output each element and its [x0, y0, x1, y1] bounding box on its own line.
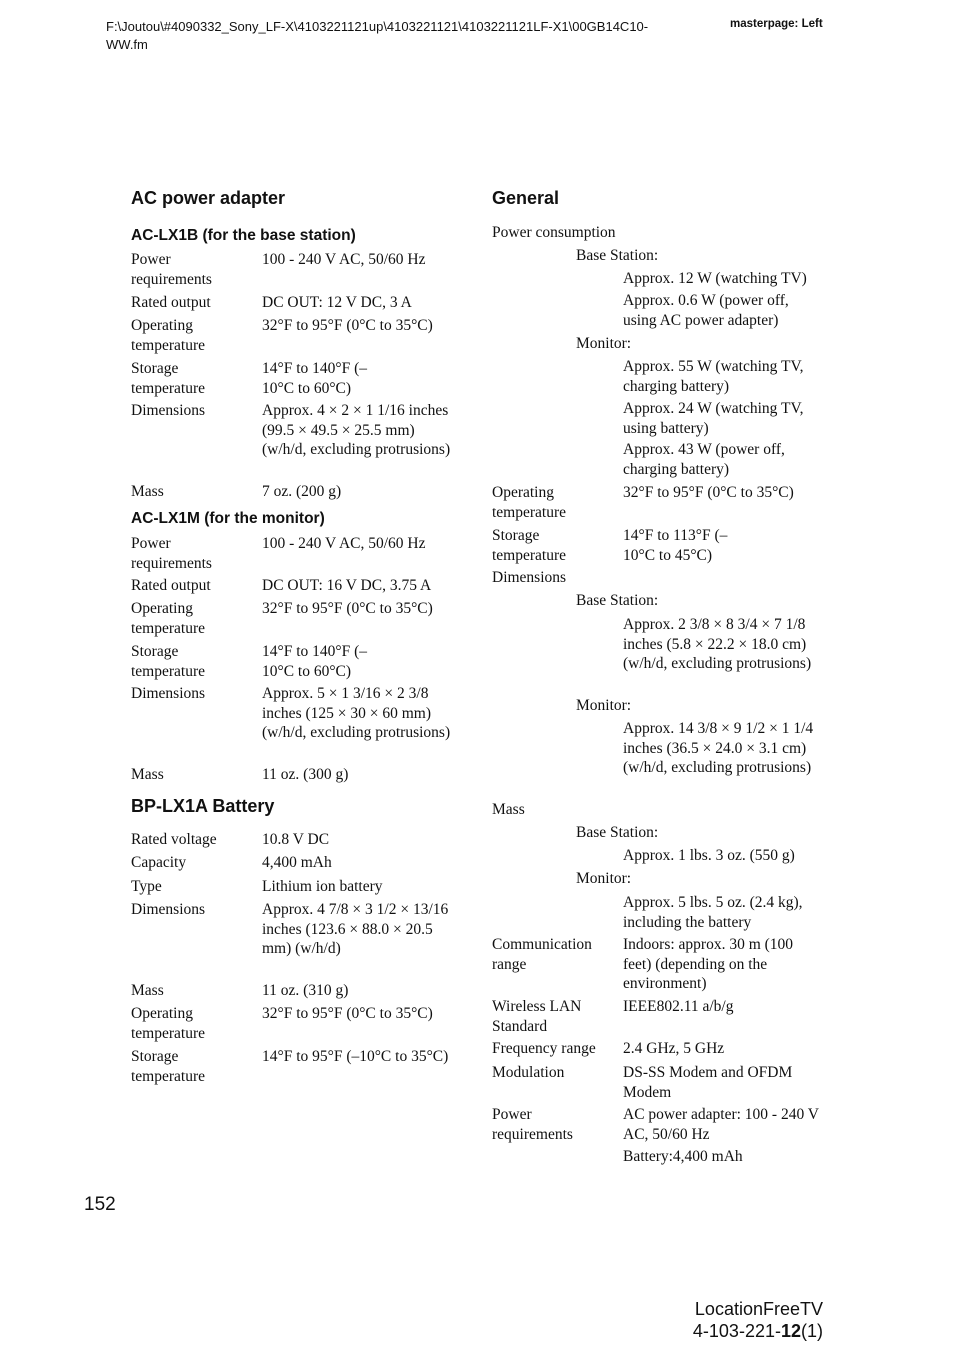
comm-range-label: Communication range	[492, 936, 592, 973]
frequency-label: Frequency range	[492, 1040, 596, 1057]
power-req-value: AC power adapter: 100 - 240 V AC, 50/60 Hz	[623, 1106, 819, 1143]
power-consumption-label: Power consumption	[492, 224, 616, 241]
monitor-label: Monitor:	[576, 870, 632, 887]
spec-value: DC OUT: 12 V DC, 3 A	[262, 294, 412, 311]
pc-monitor-value: Approx. 43 W (power off, charging battery)	[623, 441, 785, 478]
spec-value: 11 oz. (310 g)	[262, 982, 349, 999]
dim-monitor-value: Approx. 14 3/8 × 9 1/2 × 1 1/4 inches (36.5 × 24.0 × 3.1 cm) (w/h/d, excluding protrusions)	[623, 720, 814, 776]
spec-label: Operating temperature	[131, 317, 206, 354]
spec-value: Approx. 4 7/8 × 3 1/2 × 13/16 inches (123.6 × 88.0 × 20.5 mm) (w/h/d)	[262, 901, 449, 957]
mass-base-value: Approx. 1 lbs. 3 oz. (550 g)	[623, 847, 795, 864]
base-station-label: Base Station:	[576, 824, 659, 841]
ac-lx1b-heading: AC-LX1B (for the base station)	[131, 227, 356, 244]
file-path-header: F:\Joutou\#4090332_Sony_LF-X\4103221121up\4103221121\4103221121LF-X1\00GB14C10-WW.fm	[106, 19, 649, 52]
spec-value: Approx. 4 × 2 × 1 1/16 inches (99.5 × 49.5 × 25.5 mm) (w/h/d, excluding protrusions)	[262, 402, 451, 458]
operating-temp-value: 32°F to 95°F (0°C to 35°C)	[623, 484, 794, 501]
spec-value: 100 - 240 V AC, 50/60 Hz	[262, 535, 426, 552]
frequency-value: 2.4 GHz, 5 GHz	[623, 1040, 725, 1057]
spec-label: Operating temperature	[131, 1005, 206, 1042]
spec-value: 11 oz. (300 g)	[262, 766, 349, 783]
spec-label: Dimensions	[131, 901, 206, 918]
spec-value: 100 - 240 V AC, 50/60 Hz	[262, 251, 426, 268]
general-heading: General	[492, 188, 560, 208]
base-station-label: Base Station:	[576, 592, 659, 609]
ac-power-adapter-heading: AC power adapter	[131, 188, 286, 208]
pc-base-value: Approx. 12 W (watching TV)	[623, 270, 807, 287]
code-prefix: 4-103-221-	[692, 1321, 781, 1341]
pc-base-value: Approx. 0.6 W (power off, using AC power adapter)	[623, 292, 789, 329]
spec-label: Storage temperature	[131, 360, 206, 397]
spec-label: Mass	[131, 483, 164, 500]
spec-value: Approx. 5 × 1 3/16 × 2 3/8 inches (125 × 30 × 60 mm) (w/h/d, excluding protrusions)	[262, 685, 451, 741]
spec-value: 14°F to 140°F (–10°C to 60°C)	[262, 360, 367, 397]
mass-monitor-value: Approx. 5 lbs. 5 oz. (2.4 kg), including the battery	[623, 894, 803, 931]
wlan-value: IEEE802.11 a/b/g	[623, 998, 734, 1015]
footer-product-code	[600, 1298, 823, 1342]
dimensions-label: Dimensions	[492, 569, 567, 586]
spec-label: Rated voltage	[131, 831, 217, 848]
wlan-label: Wireless LAN Standard	[492, 998, 582, 1035]
storage-temp-label: Storage temperature	[492, 527, 567, 564]
battery-heading: BP-LX1A Battery	[131, 796, 275, 816]
spec-value: 14°F to 95°F (–10°C to 35°C)	[262, 1048, 449, 1065]
modulation-label: Modulation	[492, 1064, 565, 1081]
code-bold: 12	[780, 1321, 801, 1341]
spec-label: Rated output	[131, 577, 211, 594]
spec-value: 7 oz. (200 g)	[262, 483, 342, 500]
masterpage-label: masterpage: Left	[730, 18, 823, 30]
base-station-label: Base Station:	[576, 247, 659, 264]
pc-monitor-value: Approx. 55 W (watching TV, charging battery)	[623, 358, 804, 395]
spec-value: 14°F to 140°F (–10°C to 60°C)	[262, 643, 367, 680]
spec-value: 32°F to 95°F (0°C to 35°C)	[262, 317, 433, 334]
spec-label: Power requirements	[131, 535, 212, 572]
spec-value: DC OUT: 16 V DC, 3.75 A	[262, 577, 432, 594]
power-req-label: Power requirements	[492, 1106, 573, 1143]
operating-temp-label: Operating temperature	[492, 484, 567, 521]
monitor-label: Monitor:	[576, 697, 632, 714]
spec-label: Storage temperature	[131, 1048, 206, 1085]
spec-label: Storage temperature	[131, 643, 206, 680]
spec-value: 10.8 V DC	[262, 831, 330, 848]
spec-label: Dimensions	[131, 402, 206, 419]
spec-value: 32°F to 95°F (0°C to 35°C)	[262, 1005, 433, 1022]
spec-label: Power requirements	[131, 251, 212, 288]
power-req-battery-value: Battery:4,400 mAh	[623, 1148, 743, 1165]
monitor-label: Monitor:	[576, 335, 632, 352]
spec-value: 32°F to 95°F (0°C to 35°C)	[262, 600, 433, 617]
spec-label: Capacity	[131, 854, 187, 871]
spec-value: Lithium ion battery	[262, 878, 383, 895]
modulation-value: DS-SS Modem and OFDM Modem	[623, 1064, 793, 1101]
spec-label: Operating temperature	[131, 600, 206, 637]
spec-label: Mass	[131, 982, 164, 999]
pc-monitor-value: Approx. 24 W (watching TV, using battery)	[623, 400, 804, 437]
spec-label: Rated output	[131, 294, 211, 311]
spec-label: Type	[131, 878, 162, 895]
dim-base-value: Approx. 2 3/8 × 8 3/4 × 7 1/8 inches (5.8 × 22.2 × 18.0 cm) (w/h/d, excluding protrusions)	[623, 616, 812, 672]
code-suffix: (1)	[801, 1321, 823, 1341]
spec-label: Dimensions	[131, 685, 206, 702]
comm-range-value: Indoors: approx. 30 m (100 feet) (depending on the environment)	[623, 936, 794, 992]
product-name: LocationFreeTV	[694, 1299, 823, 1319]
spec-label: Mass	[131, 766, 164, 783]
page-number: 152	[84, 1194, 116, 1215]
product-code	[600, 1320, 823, 1342]
spec-value: 4,400 mAh	[262, 854, 332, 871]
mass-label: Mass	[492, 801, 525, 818]
ac-lx1m-heading: AC-LX1M (for the monitor)	[131, 510, 325, 527]
storage-temp-value: 14°F to 113°F (–10°C to 45°C)	[623, 527, 728, 564]
